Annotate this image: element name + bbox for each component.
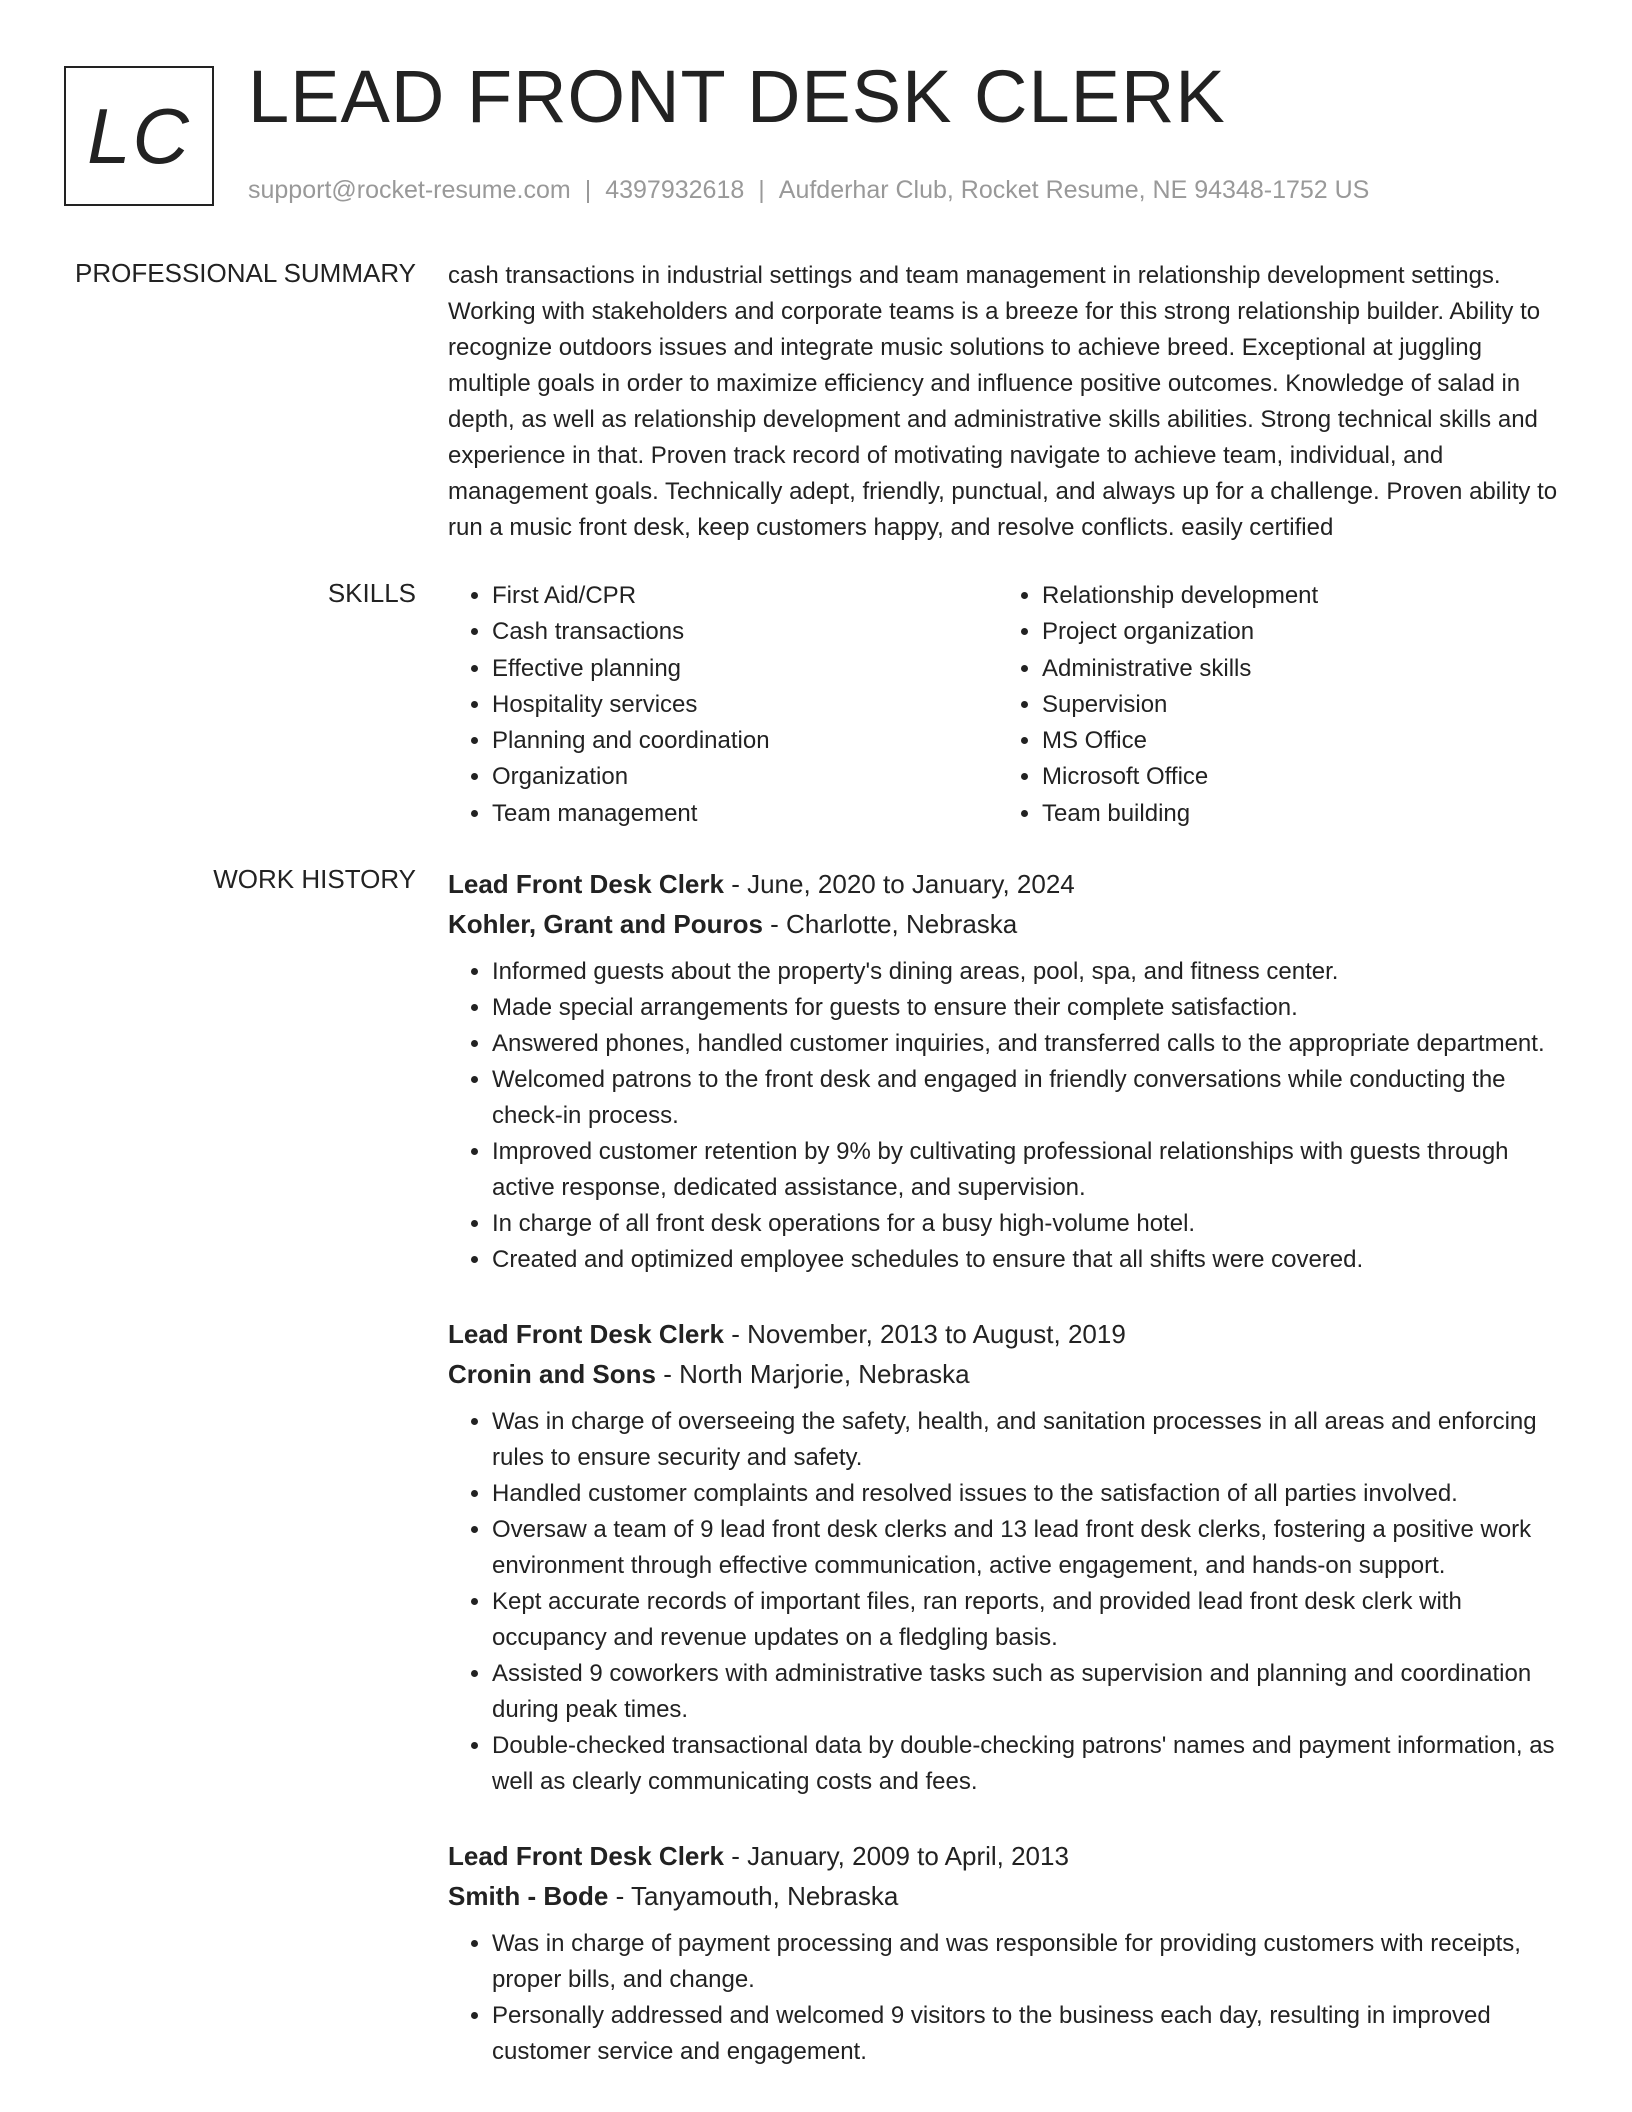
contact-separator: | — [584, 176, 592, 204]
job-location: - North Marjorie, Nebraska — [656, 1359, 970, 1389]
job-bullet: • Handled customer complaints and resolved issues to the satisfaction of all parties involved. — [492, 1476, 1568, 1512]
job-company-line — [448, 1876, 1568, 1916]
contact-address: Aufderhar Club, Rocket Resume, NE 94348-1752 US — [778, 176, 1370, 204]
job-title: Lead Front Desk Clerk — [448, 869, 724, 899]
job-entry — [448, 864, 1568, 1278]
skill-item: • First Aid/CPR — [492, 578, 998, 614]
job-location: - Charlotte, Nebraska — [762, 909, 1018, 939]
job-bullet: • Informed guests about the property's dining areas, pool, spa, and fitness center. — [492, 954, 1568, 990]
job-bullet: • Assisted 9 coworkers with administrative tasks such as supervision and planning and coordination during peak times. — [492, 1656, 1568, 1728]
skill-item: • Planning and coordination — [492, 723, 998, 759]
skill-item: • Team management — [492, 796, 998, 832]
skill-item: • Microsoft Office — [1042, 759, 1548, 795]
skill-item: • Project organization — [1042, 614, 1548, 650]
job-bullet: • Created and optimized employee schedules to ensure that all shifts were covered. — [492, 1242, 1568, 1278]
job-title: Lead Front Desk Clerk — [448, 1319, 724, 1349]
skill-item: • MS Office — [1042, 723, 1548, 759]
job-bullet: • Welcomed patrons to the front desk and engaged in friendly conversations while conducting the check-in process. — [492, 1062, 1568, 1134]
job-company: Cronin and Sons — [448, 1359, 656, 1389]
job-entry — [448, 1836, 1568, 2070]
skill-item: • Administrative skills — [1042, 651, 1548, 687]
contact-separator: | — [758, 176, 765, 204]
skill-item: • Cash transactions — [492, 614, 998, 650]
job-entry — [448, 1314, 1568, 1800]
job-bullet-list — [448, 1926, 1568, 2070]
monogram-box — [64, 66, 214, 206]
skills-list-right — [998, 578, 1548, 832]
job-title: Lead Front Desk Clerk — [448, 1841, 724, 1871]
skill-item: • Organization — [492, 759, 998, 795]
job-company: Smith - Bode — [448, 1881, 609, 1911]
monogram-initials: LC — [87, 91, 191, 180]
skills-columns — [448, 578, 1568, 832]
job-bullet: • Was in charge of overseeing the safety, health, and sanitation processes in all areas and enforcing rules to ensure security and safety. — [492, 1404, 1568, 1476]
skill-item: • Effective planning — [492, 651, 998, 687]
contact-email: support@rocket-resume.com — [248, 176, 571, 204]
job-title-line — [448, 1314, 1568, 1354]
job-dates: - November, 2013 to August, 2019 — [723, 1319, 1126, 1349]
job-title-line — [448, 1836, 1568, 1876]
contact-phone: 4397932618 — [605, 176, 745, 204]
skill-item: • Team building — [1042, 796, 1548, 832]
contact-line — [248, 176, 1369, 205]
skill-item: • Hospitality services — [492, 687, 998, 723]
job-bullet: • Made special arrangements for guests to ensure their complete satisfaction. — [492, 990, 1568, 1026]
job-bullet: • Double-checked transactional data by double-checking patrons' names and payment information, as well as clearly communicating costs and fees. — [492, 1728, 1568, 1800]
job-company-line — [448, 1354, 1568, 1394]
job-title-line — [448, 864, 1568, 904]
job-bullet-list — [448, 1404, 1568, 1800]
job-dates: - June, 2020 to January, 2024 — [723, 869, 1075, 899]
job-dates: - January, 2009 to April, 2013 — [723, 1841, 1069, 1871]
skills-heading: SKILLS — [327, 578, 416, 608]
job-location: - Tanyamouth, Nebraska — [608, 1881, 899, 1911]
work-history-heading: WORK HISTORY — [213, 864, 416, 894]
job-bullet: • In charge of all front desk operations for a busy high-volume hotel. — [492, 1206, 1568, 1242]
skills-list-left — [448, 578, 998, 832]
job-bullet: • Kept accurate records of important files, ran reports, and provided lead front desk clerk with occupancy and revenue updates on a fledgling basis. — [492, 1584, 1568, 1656]
summary-heading: PROFESSIONAL SUMMARY — [75, 258, 416, 288]
job-bullet-list — [448, 954, 1568, 1278]
job-bullet: • Was in charge of payment processing and was responsible for providing customers with receipts, proper bills, and change. — [492, 1926, 1568, 1998]
resume-title: LEAD FRONT DESK CLERK — [248, 55, 1226, 138]
skill-item: • Relationship development — [1042, 578, 1548, 614]
job-bullet: • Answered phones, handled customer inquiries, and transferred calls to the appropriate department. — [492, 1026, 1568, 1062]
skill-item: • Supervision — [1042, 687, 1548, 723]
job-bullet: • Personally addressed and welcomed 9 visitors to the business each day, resulting in improved customer service and engagement. — [492, 1998, 1568, 2070]
summary-text: cash transactions in industrial settings and team management in relationship development settings. Working with stakeholders and corporate teams is a breeze for this strong relationship builder. Ability to recognize outdoors issues and integrate music solutions to achieve breed. Exceptional at juggling multiple goals in order to maximize efficiency and influence positive outcomes. Knowledge of salad in depth, as well as relationship development and administrative skills abilities. Strong technical skills and experience in that. Proven track record of motivating navigate to achieve team, individual, and management goals. Technically adept, friendly, punctual, and always up for a challenge. Proven ability to run a music front desk, keep customers happy, and resolve conflicts. easily certified — [448, 262, 1558, 541]
job-company: Kohler, Grant and Pouros — [448, 909, 763, 939]
job-bullet: • Improved customer retention by 9% by cultivating professional relationships with guests through active response, dedicated assistance, and supervision. — [492, 1134, 1568, 1206]
job-bullet: • Oversaw a team of 9 lead front desk clerks and 13 lead front desk clerks, fostering a positive work environment through effective communication, active engagement, and hands-on support. — [492, 1512, 1568, 1584]
job-company-line — [448, 904, 1568, 944]
